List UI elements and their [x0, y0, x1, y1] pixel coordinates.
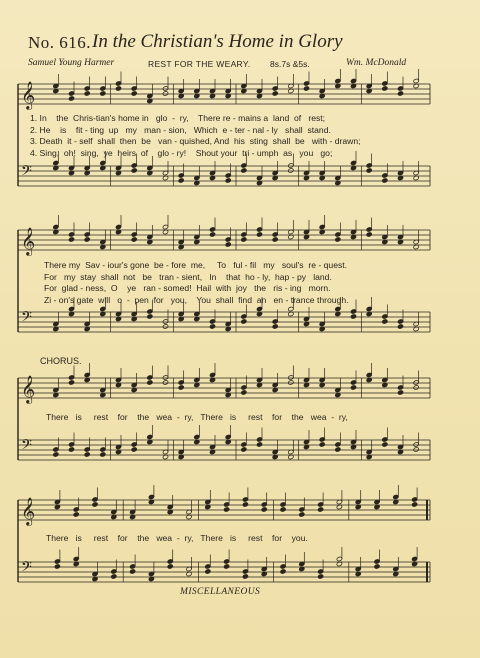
note-head	[242, 502, 248, 507]
note-head	[73, 512, 79, 517]
note-head	[412, 502, 418, 507]
note-head	[256, 232, 262, 237]
note-head	[162, 91, 168, 96]
note-head	[111, 574, 117, 579]
verse-line: 1. In the Chris-tian's home in glo - ry, There re - mains a land of rest;	[30, 113, 326, 123]
note-head	[162, 324, 168, 329]
verse-line: Zi - on's gate will o - pen for you, You shall find an en - trance through.	[44, 294, 349, 305]
note-head	[68, 237, 74, 242]
verse-line: 4. Sing, oh! sing, ye heirs of glo - ry! Shout your tri - umph as you go;	[30, 147, 333, 158]
note-head	[241, 447, 247, 452]
verse-line: For my stay shall not be tran - sient, In that ho - ly, hap - py land.	[44, 271, 332, 282]
note-head	[131, 237, 137, 242]
note-head	[131, 91, 137, 96]
chorus-line	[46, 533, 308, 545]
chorus-line	[46, 412, 348, 424]
treble-clef-icon: 𝄞	[21, 497, 36, 525]
meter: 8s.7s &5s.	[270, 59, 310, 69]
section-footer: MISCELLANEOUS	[180, 587, 261, 597]
note-head	[147, 380, 153, 385]
bass-clef-icon: 𝄢	[21, 437, 32, 457]
note-head	[115, 86, 121, 91]
note-head	[68, 380, 74, 385]
note-head	[350, 314, 356, 319]
note-head	[130, 569, 136, 574]
note-head	[366, 232, 372, 237]
note-head	[242, 574, 248, 579]
note-head	[413, 385, 419, 390]
note-head	[100, 452, 106, 457]
note-head	[280, 507, 286, 512]
note-head	[178, 178, 184, 183]
note-head	[366, 168, 372, 173]
verses-second-half	[44, 260, 349, 306]
note-head	[225, 242, 231, 247]
treble-clef-icon: 𝄞	[21, 375, 36, 403]
note-head	[335, 447, 341, 452]
hymn-number: No. 616.	[28, 33, 92, 52]
note-head	[397, 91, 403, 96]
hymn-title: In the Christian's Home in Glory	[92, 31, 343, 52]
note-head	[84, 237, 90, 242]
note-head	[382, 86, 388, 91]
bass-clef-icon: 𝄢	[21, 309, 32, 329]
note-head	[84, 91, 90, 96]
note-head	[272, 91, 278, 96]
verses-first-half	[30, 113, 361, 159]
note-head	[225, 178, 231, 183]
note-head	[131, 447, 137, 452]
verse-line: 2. He is fit - ting up my man - sion, Which e - ter - nal - ly shall stand.	[30, 124, 331, 135]
note-head	[68, 96, 74, 101]
note-head	[54, 564, 60, 569]
note-head	[224, 564, 230, 569]
note-head	[288, 380, 294, 385]
note-head	[131, 168, 137, 173]
note-head	[256, 442, 262, 447]
chorus-lyric: There is rest for the wea - ry, There is rest for the wea - ry,	[46, 412, 348, 422]
note-head	[241, 237, 247, 242]
composer-credit: Samuel Young Harmer	[28, 58, 115, 68]
treble-clef-icon: 𝄞	[21, 81, 36, 109]
note-head	[319, 442, 325, 447]
note-head	[241, 168, 247, 173]
author-credit: Wm. McDonald	[346, 58, 407, 68]
note-head	[147, 314, 153, 319]
note-head	[397, 390, 403, 395]
note-head	[84, 452, 90, 457]
note-head	[272, 237, 278, 242]
verse-line: 3. Death it - self shall then be van - quished, And his sting shall be with - drawn;	[30, 136, 361, 147]
note-head	[205, 569, 211, 574]
note-head	[241, 319, 247, 324]
treble-clef-icon: 𝄞	[21, 227, 36, 255]
note-head	[350, 385, 356, 390]
verse-line: For glad - ness, O ye ran - somed! Hail with joy the ris - ing morn.	[44, 283, 331, 294]
chorus-lyric: There is rest for the wea - ry, There is rest for you.	[46, 533, 308, 543]
note-head	[178, 385, 184, 390]
chorus-label: CHORUS.	[40, 356, 82, 366]
note-head	[162, 380, 168, 385]
note-head	[53, 452, 59, 457]
note-head	[413, 447, 419, 452]
tune-name: REST FOR THE WEARY.	[148, 59, 251, 69]
note-head	[397, 324, 403, 329]
note-head	[68, 447, 74, 452]
note-head	[382, 178, 388, 183]
note-head	[272, 324, 278, 329]
verse-line: There my Sav - iour's gone be - fore me, To ful - fil my soul's re - quest.	[44, 260, 348, 270]
note-head	[374, 564, 380, 569]
note-head	[209, 232, 215, 237]
note-head	[318, 574, 324, 579]
note-head	[241, 390, 247, 395]
note-head	[382, 442, 388, 447]
note-head	[209, 324, 215, 329]
note-head	[280, 569, 286, 574]
note-head	[335, 237, 341, 242]
note-head	[100, 91, 106, 96]
note-head	[299, 512, 305, 517]
note-head	[288, 168, 294, 173]
note-head	[303, 86, 309, 91]
note-head	[92, 502, 98, 507]
note-head	[318, 507, 324, 512]
note-head	[382, 319, 388, 324]
note-head	[261, 507, 267, 512]
note-head	[224, 507, 230, 512]
bass-clef-icon: 𝄢	[21, 163, 32, 183]
bass-clef-icon: 𝄢	[21, 559, 32, 579]
note-head	[167, 564, 173, 569]
